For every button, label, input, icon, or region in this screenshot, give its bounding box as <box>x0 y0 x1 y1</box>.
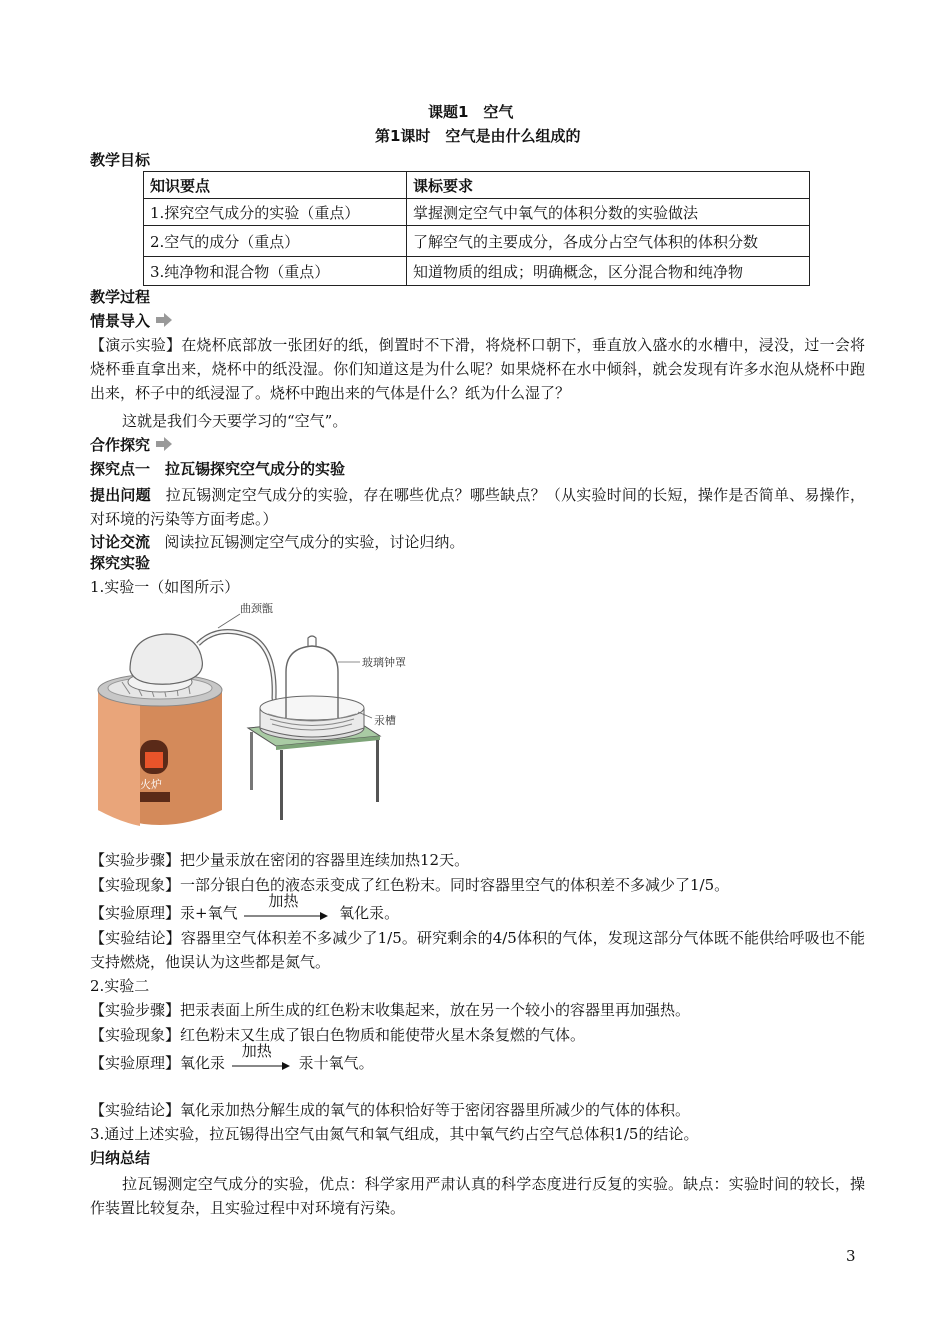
table-header-row <box>144 172 810 199</box>
table-row <box>144 226 810 257</box>
table-header-cell: 知识要点 <box>144 172 407 199</box>
summary-paragraph: 拉瓦锡测定空气成分的实验，优点：科学家用严肃认真的科学态度进行反复的实验。缺点：实验时间的较长，操作装置比较复杂，且实验过程中对环境有污染。 <box>90 1175 865 1217</box>
table-header-cell: 课标要求 <box>407 172 810 199</box>
arrow-right-icon <box>242 911 330 921</box>
intro-heading <box>90 311 173 331</box>
coop-heading <box>90 435 173 455</box>
summary-heading: 归纳总结 <box>90 1149 151 1167</box>
exp2-title: 2.实验二 <box>90 977 150 995</box>
bell-jar-label: 玻璃钟罩 <box>362 656 406 669</box>
exp1-phenomenon: 【实验现象】一部分银白色的液态汞变成了红色粉末。同时容器里空气的体积差不多减少了1/5。 <box>90 876 730 894</box>
page-subtitle: 第1课时 空气是由什么组成的 <box>375 127 581 145</box>
reaction-arrow <box>230 1042 294 1073</box>
goals-table <box>143 171 810 286</box>
exp1-title: 1.实验一（如图所示） <box>90 578 240 596</box>
exp3-text: 3.通过上述实验，拉瓦锡得出空气由氮气和氧气组成，其中氧气约占空气总体积1/5的结论。 <box>90 1125 699 1143</box>
question-text: 拉瓦锡测定空气成分的实验，存在哪些优点？哪些缺点？（从实验时间的长短，操作是否简单、易操作，对环境的污染等方面考虑。） <box>90 486 865 528</box>
page-number: 3 <box>846 1247 856 1265</box>
table-cell: 了解空气的主要成分，各成分占空气体积的体积分数 <box>407 226 810 257</box>
question-paragraph <box>90 483 865 531</box>
exp1-principle-label: 【实验原理】汞+氧气 <box>90 904 238 922</box>
exp2-principle-product: 汞十氧气。 <box>298 1054 374 1072</box>
section-process-heading: 教学过程 <box>90 288 151 306</box>
arrow-right-icon <box>155 313 173 327</box>
exp1-conclusion: 【实验结论】容器里空气体积差不多减少了1/5。研究剩余的4/5体积的气体，发现这部分气体既不能供给呼吸也不能支持燃烧，他误认为这些都是氮气。 <box>90 929 865 971</box>
discuss-text: 阅读拉瓦锡测定空气成分的实验，讨论归纳。 <box>164 533 465 551</box>
table-row <box>144 257 810 286</box>
coop-heading-text: 合作探究 <box>90 436 151 454</box>
intro-heading-text: 情景导入 <box>90 312 151 330</box>
exp1-steps: 【实验步骤】把少量汞放在密闭的容器里连续加热12天。 <box>90 851 470 869</box>
reaction-condition: 加热 <box>268 892 299 910</box>
explore-heading: 探究实验 <box>90 554 151 572</box>
exp2-principle <box>90 1042 374 1073</box>
exp2-phenomenon: 【实验现象】红色粉末又生成了银白色物质和能使带火星木条复燃的气体。 <box>90 1026 586 1044</box>
discuss-line <box>90 532 464 552</box>
reaction-arrow <box>242 892 334 923</box>
point1-heading: 探究点一 拉瓦锡探究空气成分的实验 <box>90 460 346 478</box>
arrow-right-icon <box>230 1061 292 1071</box>
trough-illustration <box>260 696 364 740</box>
exp2-steps: 【实验步骤】把汞表面上所生成的红色粉末收集起来，放在另一个较小的容器里再加强热。 <box>90 1001 691 1019</box>
retort-label: 曲颈甑 <box>240 602 273 615</box>
page-title: 课题1 空气 <box>428 103 514 121</box>
table-cell: 掌握测定空气中氧气的体积分数的实验做法 <box>407 199 810 226</box>
table-row <box>144 199 810 226</box>
table-cell: 1.探究空气成分的实验（重点） <box>144 199 407 226</box>
intro-note: 这就是我们今天要学习的“空气”。 <box>122 412 348 430</box>
exp1-principle-product: 氧化汞。 <box>339 904 400 922</box>
furnace-label: 火炉 <box>140 778 162 791</box>
discuss-label: 讨论交流 <box>90 533 151 551</box>
exp2-principle-label: 【实验原理】氧化汞 <box>90 1054 226 1072</box>
question-label: 提出问题 <box>90 486 151 504</box>
lavoisier-apparatus-figure <box>90 600 418 840</box>
exp2-conclusion: 【实验结论】氧化汞加热分解生成的氧气的体积恰好等于密闭容器里所减少的气体的体积。 <box>90 1101 691 1119</box>
intro-paragraph: 【演示实验】在烧杯底部放一张团好的纸，倒置时不下滑，将烧杯口朝下，垂直放入盛水的水槽中，浸没，过一会将烧杯垂直拿出来，烧杯中的纸没湿。你们知道这是为什么呢？如果烧杯在水中倾斜，就会发现有许多水泡从烧杯中跑出来，杯子中的纸浸湿了。烧杯中跑出来的气体是什么？纸为什么湿了？ <box>90 336 865 402</box>
furnace-illustration <box>98 674 222 826</box>
reaction-condition: 加热 <box>241 1042 272 1060</box>
exp1-principle <box>90 892 400 923</box>
section-goals-heading: 教学目标 <box>90 151 151 169</box>
arrow-right-icon <box>155 437 173 451</box>
trough-label: 汞槽 <box>374 714 396 727</box>
table-cell: 知道物质的组成；明确概念，区分混合物和纯净物 <box>407 257 810 286</box>
table-cell: 2.空气的成分（重点） <box>144 226 407 257</box>
table-cell: 3.纯净物和混合物（重点） <box>144 257 407 286</box>
